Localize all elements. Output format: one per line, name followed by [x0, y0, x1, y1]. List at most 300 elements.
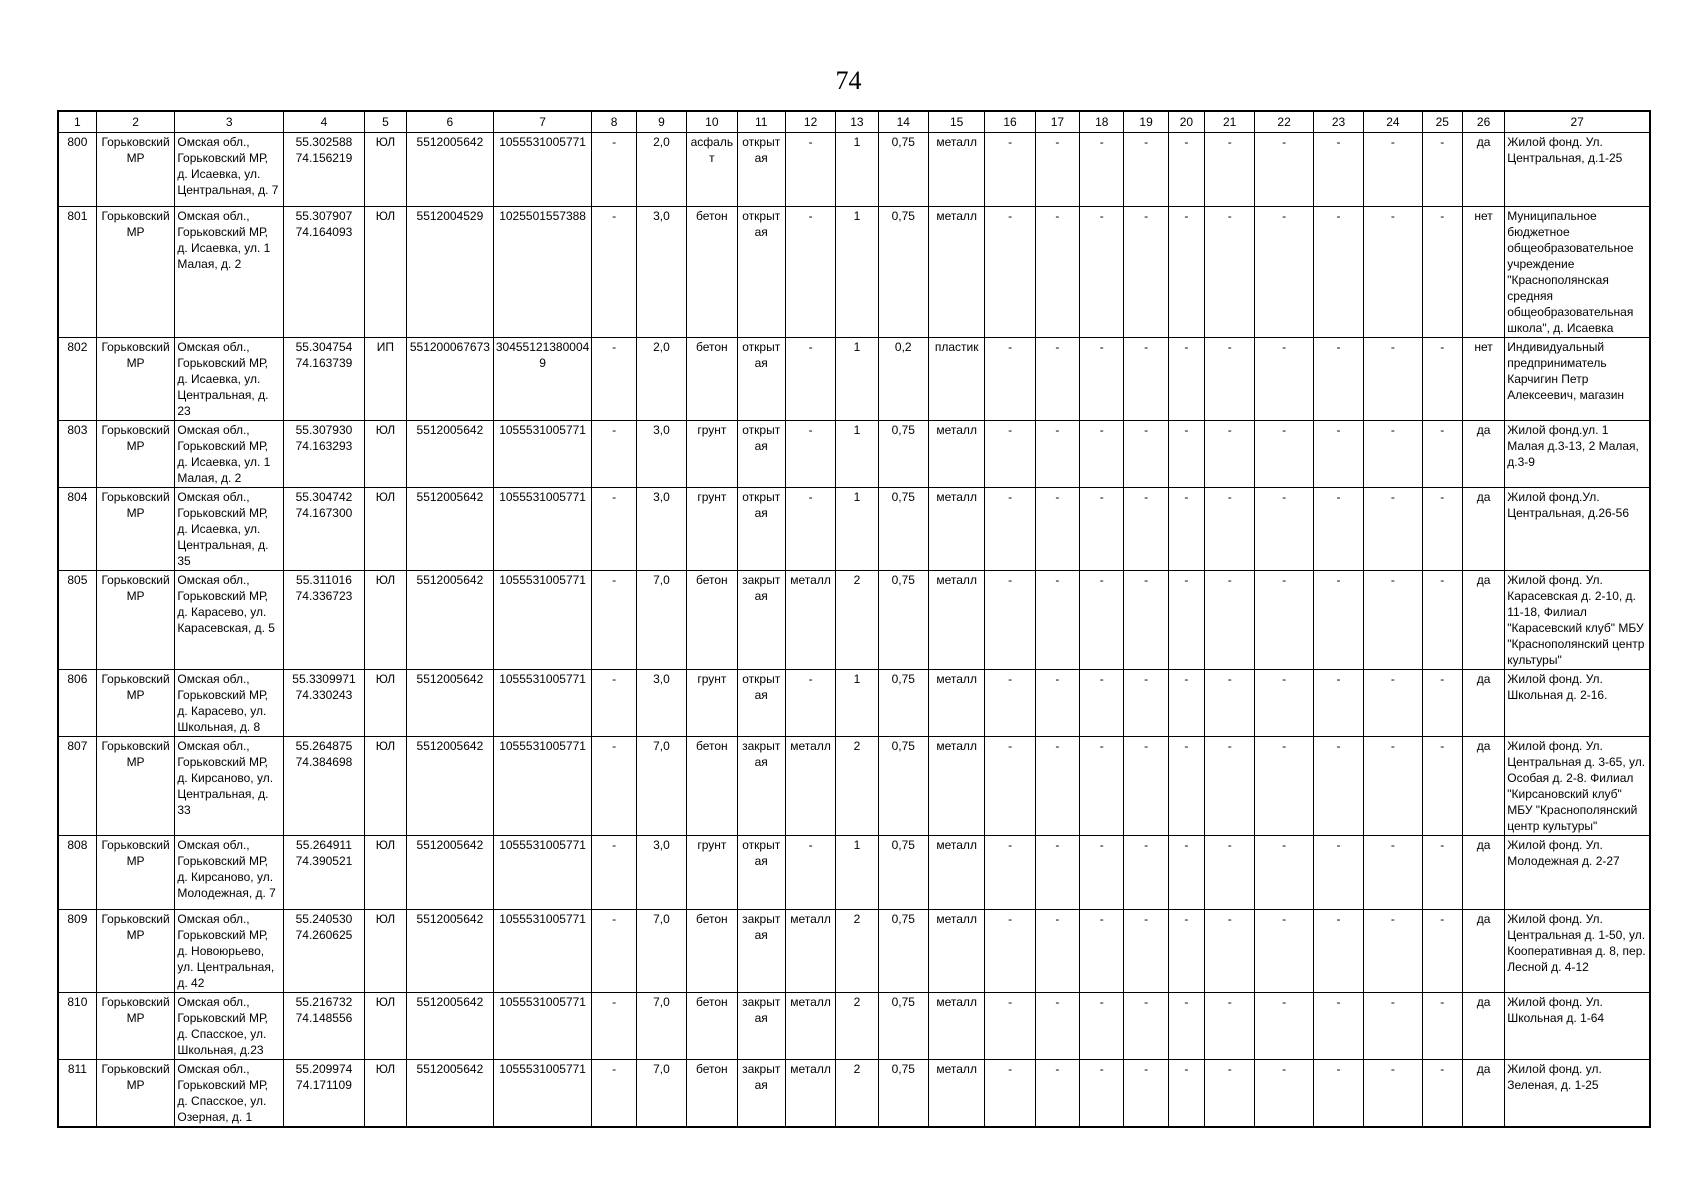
- table-cell: -: [1035, 670, 1079, 737]
- table-cell: 1055531005771: [493, 421, 592, 488]
- column-header: 5: [364, 111, 406, 133]
- table-cell: -: [592, 737, 636, 836]
- table-cell: -: [1255, 133, 1313, 207]
- table-cell: -: [1035, 993, 1079, 1060]
- table-cell: 0,75: [878, 737, 928, 836]
- table-cell: 1: [836, 836, 878, 910]
- table-cell: Жилой фонд. Ул. Центральная, д.1-25: [1505, 133, 1650, 207]
- table-cell: -: [1364, 737, 1422, 836]
- table-cell: да: [1462, 993, 1504, 1060]
- column-header: 15: [928, 111, 984, 133]
- table-cell: 1055531005771: [493, 571, 592, 670]
- table-cell: -: [1422, 910, 1462, 993]
- table-cell: -: [1035, 421, 1079, 488]
- table-cell: -: [1124, 1060, 1168, 1128]
- table-cell: 2: [836, 1060, 878, 1128]
- table-cell: -: [1035, 1060, 1079, 1128]
- column-header: 8: [592, 111, 636, 133]
- table-cell: -: [592, 836, 636, 910]
- table-cell: Омская обл., Горьковский МР, д. Новоюрьево, ул. Центральная, д. 42: [175, 910, 284, 993]
- table-cell: 3,0: [636, 207, 686, 338]
- table-cell: -: [1205, 207, 1255, 338]
- table-cell: бетон: [687, 207, 737, 338]
- table-cell: 810: [58, 993, 96, 1060]
- table-cell: 3,0: [636, 670, 686, 737]
- table-cell: Горьковский МР: [96, 133, 175, 207]
- table-row: [58, 836, 1650, 910]
- table-cell: -: [1168, 993, 1204, 1060]
- table-cell: металл: [785, 1060, 835, 1128]
- table-cell: ЮЛ: [364, 488, 406, 571]
- column-header: 16: [985, 111, 1035, 133]
- column-header: 10: [687, 111, 737, 133]
- table-cell: металл: [928, 571, 984, 670]
- table-cell: -: [592, 571, 636, 670]
- table-cell: -: [1080, 910, 1124, 993]
- table-cell: -: [1080, 488, 1124, 571]
- table-cell: металл: [785, 993, 835, 1060]
- table-cell: грунт: [687, 421, 737, 488]
- table-cell: -: [1124, 993, 1168, 1060]
- column-header: 24: [1364, 111, 1422, 133]
- table-cell: 802: [58, 338, 96, 421]
- column-header: 12: [785, 111, 835, 133]
- table-cell: 5512005642: [407, 836, 494, 910]
- table-cell: 55.307907 74.164093: [284, 207, 365, 338]
- table-cell: 55.264911 74.390521: [284, 836, 365, 910]
- table-row: [58, 421, 1650, 488]
- table-cell: Омская обл., Горьковский МР, д. Исаевка, ул. Центральная, д. 7: [175, 133, 284, 207]
- table-cell: -: [1422, 421, 1462, 488]
- table-cell: 0,75: [878, 488, 928, 571]
- table-cell: 5512005642: [407, 993, 494, 1060]
- table-cell: 0,75: [878, 421, 928, 488]
- table-cell: -: [1080, 571, 1124, 670]
- table-cell: Горьковский МР: [96, 207, 175, 338]
- table-row: [58, 338, 1650, 421]
- table-cell: открытая: [737, 670, 785, 737]
- table-cell: 5512005642: [407, 910, 494, 993]
- table-cell: -: [985, 488, 1035, 571]
- table-row: [58, 1060, 1650, 1128]
- table-cell: пластик: [928, 338, 984, 421]
- table-cell: -: [1255, 338, 1313, 421]
- table-cell: 1055531005771: [493, 910, 592, 993]
- table-cell: 5512005642: [407, 571, 494, 670]
- table-cell: -: [1035, 488, 1079, 571]
- table-cell: Горьковский МР: [96, 993, 175, 1060]
- table-row: [58, 993, 1650, 1060]
- table-cell: -: [1080, 338, 1124, 421]
- table-cell: -: [985, 670, 1035, 737]
- table-cell: 55.209974 74.171109: [284, 1060, 365, 1128]
- column-header: 22: [1255, 111, 1313, 133]
- table-cell: грунт: [687, 670, 737, 737]
- table-cell: Индивидуальный предприниматель Карчигин Петр Алексеевич, магазин: [1505, 338, 1650, 421]
- table-cell: -: [1080, 737, 1124, 836]
- table-cell: 801: [58, 207, 96, 338]
- table-cell: -: [1168, 910, 1204, 993]
- table-cell: 0,2: [878, 338, 928, 421]
- table-cell: 1055531005771: [493, 836, 592, 910]
- table-cell: металл: [928, 421, 984, 488]
- table-cell: Муниципальное бюджетное общеобразовательное учреждение "Краснополянская средняя общеобразовательная школа", д. Исаевка: [1505, 207, 1650, 338]
- table-cell: -: [1080, 836, 1124, 910]
- table-cell: -: [1313, 836, 1363, 910]
- table-cell: -: [1422, 338, 1462, 421]
- table-cell: -: [1080, 207, 1124, 338]
- table-cell: открытая: [737, 488, 785, 571]
- table-row: [58, 670, 1650, 737]
- table-cell: -: [592, 993, 636, 1060]
- table-cell: -: [1422, 993, 1462, 1060]
- table-cell: 1055531005771: [493, 133, 592, 207]
- column-header: 17: [1035, 111, 1079, 133]
- table-cell: -: [1255, 670, 1313, 737]
- table-cell: 803: [58, 421, 96, 488]
- table-cell: -: [592, 910, 636, 993]
- table-cell: -: [985, 133, 1035, 207]
- table-cell: металл: [928, 670, 984, 737]
- table-cell: 3,0: [636, 836, 686, 910]
- table-cell: 5512005642: [407, 488, 494, 571]
- table-cell: металл: [928, 488, 984, 571]
- table-cell: -: [1255, 836, 1313, 910]
- table-cell: -: [1205, 993, 1255, 1060]
- table-cell: 55.264875 74.384698: [284, 737, 365, 836]
- table-cell: ЮЛ: [364, 207, 406, 338]
- table-cell: -: [785, 421, 835, 488]
- table-cell: -: [592, 133, 636, 207]
- table-cell: да: [1462, 421, 1504, 488]
- table-cell: -: [1168, 670, 1204, 737]
- table-cell: -: [1205, 670, 1255, 737]
- table-cell: 1: [836, 670, 878, 737]
- table-cell: -: [1168, 338, 1204, 421]
- table-row: [58, 488, 1650, 571]
- table-cell: 5512004529: [407, 207, 494, 338]
- table-cell: бетон: [687, 1060, 737, 1128]
- table-cell: 0,75: [878, 993, 928, 1060]
- table-cell: 2,0: [636, 338, 686, 421]
- table-cell: Горьковский МР: [96, 338, 175, 421]
- table-cell: -: [592, 1060, 636, 1128]
- table-cell: 809: [58, 910, 96, 993]
- table-cell: -: [1364, 421, 1422, 488]
- table-cell: 1055531005771: [493, 670, 592, 737]
- table-cell: -: [985, 910, 1035, 993]
- table-cell: ЮЛ: [364, 836, 406, 910]
- table-cell: -: [1313, 488, 1363, 571]
- table-cell: -: [1422, 571, 1462, 670]
- table-cell: ЮЛ: [364, 421, 406, 488]
- table-cell: -: [785, 338, 835, 421]
- table-cell: -: [1124, 571, 1168, 670]
- page-number: 74: [835, 66, 862, 95]
- table-cell: закрытая: [737, 1060, 785, 1128]
- table-cell: металл: [928, 207, 984, 338]
- table-cell: 1: [836, 133, 878, 207]
- table-cell: -: [1255, 993, 1313, 1060]
- table-cell: металл: [928, 910, 984, 993]
- table-cell: -: [1313, 338, 1363, 421]
- table-cell: -: [1364, 338, 1422, 421]
- table-cell: 0,75: [878, 207, 928, 338]
- table-cell: металл: [928, 737, 984, 836]
- table-cell: -: [1035, 571, 1079, 670]
- table-cell: да: [1462, 836, 1504, 910]
- table-cell: 551200067673: [407, 338, 494, 421]
- table-cell: ЮЛ: [364, 571, 406, 670]
- table-cell: -: [592, 488, 636, 571]
- column-header: 7: [493, 111, 592, 133]
- table-cell: 1: [836, 207, 878, 338]
- table-cell: да: [1462, 571, 1504, 670]
- table-cell: -: [1124, 670, 1168, 737]
- table-cell: 7,0: [636, 737, 686, 836]
- table-cell: открытая: [737, 421, 785, 488]
- table-row: [58, 737, 1650, 836]
- table-cell: -: [1168, 133, 1204, 207]
- table-cell: -: [1168, 1060, 1204, 1128]
- table-cell: -: [1364, 993, 1422, 1060]
- table-cell: бетон: [687, 571, 737, 670]
- column-header: 25: [1422, 111, 1462, 133]
- table-cell: Омская обл., Горьковский МР, д. Спасское, ул. Школьная, д.23: [175, 993, 284, 1060]
- table-cell: 1055531005771: [493, 993, 592, 1060]
- table-cell: -: [1313, 1060, 1363, 1128]
- table-cell: 0,75: [878, 571, 928, 670]
- table-cell: -: [985, 993, 1035, 1060]
- column-header: 19: [1124, 111, 1168, 133]
- table-cell: -: [1422, 133, 1462, 207]
- table-cell: закрытая: [737, 993, 785, 1060]
- table-row: [58, 133, 1650, 207]
- table-cell: -: [985, 737, 1035, 836]
- table-cell: -: [1364, 670, 1422, 737]
- table-cell: Жилой фонд. Ул. Центральная д. 3-65, ул. Особая д. 2-8. Филиал "Кирсановский клуб" МБУ "Краснополянский центр культуры": [1505, 737, 1650, 836]
- table-cell: -: [1205, 421, 1255, 488]
- table-row: [58, 910, 1650, 993]
- table-cell: Жилой фонд. Ул. Карасевская д. 2-10, д. 11-18, Филиал "Карасевский клуб" МБУ "Краснополянский центр культуры": [1505, 571, 1650, 670]
- column-header: 4: [284, 111, 365, 133]
- table-cell: нет: [1462, 338, 1504, 421]
- table-cell: -: [1168, 571, 1204, 670]
- table-cell: закрытая: [737, 910, 785, 993]
- table-cell: закрытая: [737, 571, 785, 670]
- table-cell: -: [1313, 910, 1363, 993]
- table-cell: 7,0: [636, 1060, 686, 1128]
- table-cell: -: [1255, 1060, 1313, 1128]
- table-cell: -: [1205, 737, 1255, 836]
- table-cell: нет: [1462, 207, 1504, 338]
- table-cell: -: [592, 338, 636, 421]
- table-cell: 807: [58, 737, 96, 836]
- table-cell: ЮЛ: [364, 993, 406, 1060]
- table-cell: -: [592, 421, 636, 488]
- table-cell: 55.304754 74.163739: [284, 338, 365, 421]
- table-cell: -: [1313, 207, 1363, 338]
- table-cell: -: [1035, 207, 1079, 338]
- table-cell: -: [785, 133, 835, 207]
- table-cell: Жилой фонд. ул. Зеленая, д. 1-25: [1505, 1060, 1650, 1128]
- table-cell: Жилой фонд.ул. 1 Малая д.3-13, 2 Малая, д.3-9: [1505, 421, 1650, 488]
- table-cell: 0,75: [878, 910, 928, 993]
- table-cell: -: [1313, 670, 1363, 737]
- table-cell: 3,0: [636, 488, 686, 571]
- table-cell: -: [1255, 737, 1313, 836]
- table-cell: ЮЛ: [364, 1060, 406, 1128]
- table-cell: бетон: [687, 737, 737, 836]
- table-cell: -: [1124, 737, 1168, 836]
- table-cell: -: [1124, 910, 1168, 993]
- table-cell: металл: [928, 1060, 984, 1128]
- table-cell: 808: [58, 836, 96, 910]
- table-cell: 2: [836, 571, 878, 670]
- table-cell: открытая: [737, 133, 785, 207]
- column-header: 6: [407, 111, 494, 133]
- table-cell: 1: [836, 488, 878, 571]
- table-cell: 0,75: [878, 836, 928, 910]
- table-cell: 1055531005771: [493, 488, 592, 571]
- table-cell: Омская обл., Горьковский МР, д. Кирсаново, ул. Молодежная, д. 7: [175, 836, 284, 910]
- table-cell: -: [1035, 737, 1079, 836]
- table-cell: 5512005642: [407, 670, 494, 737]
- table-cell: 806: [58, 670, 96, 737]
- table-cell: -: [1255, 421, 1313, 488]
- table-cell: Горьковский МР: [96, 910, 175, 993]
- table-cell: Горьковский МР: [96, 836, 175, 910]
- table-cell: -: [1124, 421, 1168, 488]
- column-header: 14: [878, 111, 928, 133]
- table-cell: -: [1313, 133, 1363, 207]
- table-cell: -: [785, 207, 835, 338]
- header-row: [58, 111, 1650, 133]
- table-cell: -: [785, 488, 835, 571]
- column-header: 9: [636, 111, 686, 133]
- table-cell: 2: [836, 910, 878, 993]
- table-cell: -: [1313, 421, 1363, 488]
- column-header: 13: [836, 111, 878, 133]
- table-cell: 5512005642: [407, 737, 494, 836]
- table-cell: Горьковский МР: [96, 670, 175, 737]
- table-cell: -: [1364, 488, 1422, 571]
- table-cell: -: [1364, 133, 1422, 207]
- table-cell: -: [785, 836, 835, 910]
- table-cell: ЮЛ: [364, 737, 406, 836]
- table-cell: 5512005642: [407, 133, 494, 207]
- table-cell: -: [1080, 1060, 1124, 1128]
- column-header: 3: [175, 111, 284, 133]
- table-cell: Омская обл., Горьковский МР, д. Исаевка, ул. 1 Малая, д. 2: [175, 421, 284, 488]
- table-cell: -: [1124, 836, 1168, 910]
- table-cell: Омская обл., Горьковский МР, д. Карасево, ул. Школьная, д. 8: [175, 670, 284, 737]
- registry-table: [57, 110, 1651, 1128]
- table-cell: -: [1255, 571, 1313, 670]
- table-cell: да: [1462, 670, 1504, 737]
- table-cell: -: [1035, 133, 1079, 207]
- table-cell: -: [1364, 910, 1422, 993]
- table-cell: -: [1168, 421, 1204, 488]
- table-cell: -: [1035, 910, 1079, 993]
- table-cell: 7,0: [636, 993, 686, 1060]
- table-cell: закрытая: [737, 737, 785, 836]
- table-cell: Горьковский МР: [96, 1060, 175, 1128]
- table-cell: -: [1255, 207, 1313, 338]
- table-cell: -: [985, 207, 1035, 338]
- table-cell: ЮЛ: [364, 670, 406, 737]
- table-cell: -: [1168, 207, 1204, 338]
- table-cell: открытая: [737, 338, 785, 421]
- table-cell: Жилой фонд.Ул. Центральная, д.26-56: [1505, 488, 1650, 571]
- table-cell: -: [1422, 670, 1462, 737]
- table-cell: 55.3309971 74.330243: [284, 670, 365, 737]
- table-cell: -: [1168, 836, 1204, 910]
- table-cell: -: [1124, 488, 1168, 571]
- table-cell: -: [985, 571, 1035, 670]
- table-cell: -: [1205, 133, 1255, 207]
- table-cell: -: [1205, 571, 1255, 670]
- table-cell: 811: [58, 1060, 96, 1128]
- column-header: 18: [1080, 111, 1124, 133]
- table-cell: -: [1205, 910, 1255, 993]
- table-cell: 5512005642: [407, 421, 494, 488]
- table-cell: Омская обл., Горьковский МР, д. Карасево, ул. Карасевская, д. 5: [175, 571, 284, 670]
- table-cell: грунт: [687, 836, 737, 910]
- table-cell: -: [1364, 1060, 1422, 1128]
- table-cell: 55.304742 74.167300: [284, 488, 365, 571]
- table-cell: да: [1462, 910, 1504, 993]
- table-cell: -: [1422, 1060, 1462, 1128]
- table-cell: -: [1124, 133, 1168, 207]
- table-cell: 55.302588 74.156219: [284, 133, 365, 207]
- table-row: [58, 207, 1650, 338]
- table-cell: металл: [928, 836, 984, 910]
- table-cell: -: [1313, 737, 1363, 836]
- table-cell: 2: [836, 737, 878, 836]
- table-cell: -: [1205, 338, 1255, 421]
- table-cell: Горьковский МР: [96, 737, 175, 836]
- table-cell: ЮЛ: [364, 133, 406, 207]
- table-cell: 0,75: [878, 133, 928, 207]
- table-cell: -: [1255, 488, 1313, 571]
- table-cell: Горьковский МР: [96, 488, 175, 571]
- table-cell: открытая: [737, 207, 785, 338]
- table-cell: да: [1462, 488, 1504, 571]
- table-cell: Омская обл., Горьковский МР, д. Исаевка, ул. Центральная, д. 23: [175, 338, 284, 421]
- table-cell: -: [1422, 836, 1462, 910]
- table-cell: -: [1168, 488, 1204, 571]
- table-cell: 5512005642: [407, 1060, 494, 1128]
- table-cell: -: [1124, 338, 1168, 421]
- table-cell: металл: [785, 737, 835, 836]
- table-cell: -: [1364, 207, 1422, 338]
- table-cell: -: [1035, 836, 1079, 910]
- table-cell: 804: [58, 488, 96, 571]
- table-body: [58, 133, 1650, 1128]
- table-cell: да: [1462, 737, 1504, 836]
- table-cell: ИП: [364, 338, 406, 421]
- table-cell: 1025501557388: [493, 207, 592, 338]
- table-cell: Омская обл., Горьковский МР, д. Исаевка, ул. 1 Малая, д. 2: [175, 207, 284, 338]
- column-header: 2: [96, 111, 175, 133]
- table-cell: -: [1364, 571, 1422, 670]
- table-cell: Жилой фонд. Ул. Школьная д. 2-16.: [1505, 670, 1650, 737]
- table-cell: металл: [928, 133, 984, 207]
- table-cell: -: [1422, 488, 1462, 571]
- table-cell: 7,0: [636, 910, 686, 993]
- table-cell: 3,0: [636, 421, 686, 488]
